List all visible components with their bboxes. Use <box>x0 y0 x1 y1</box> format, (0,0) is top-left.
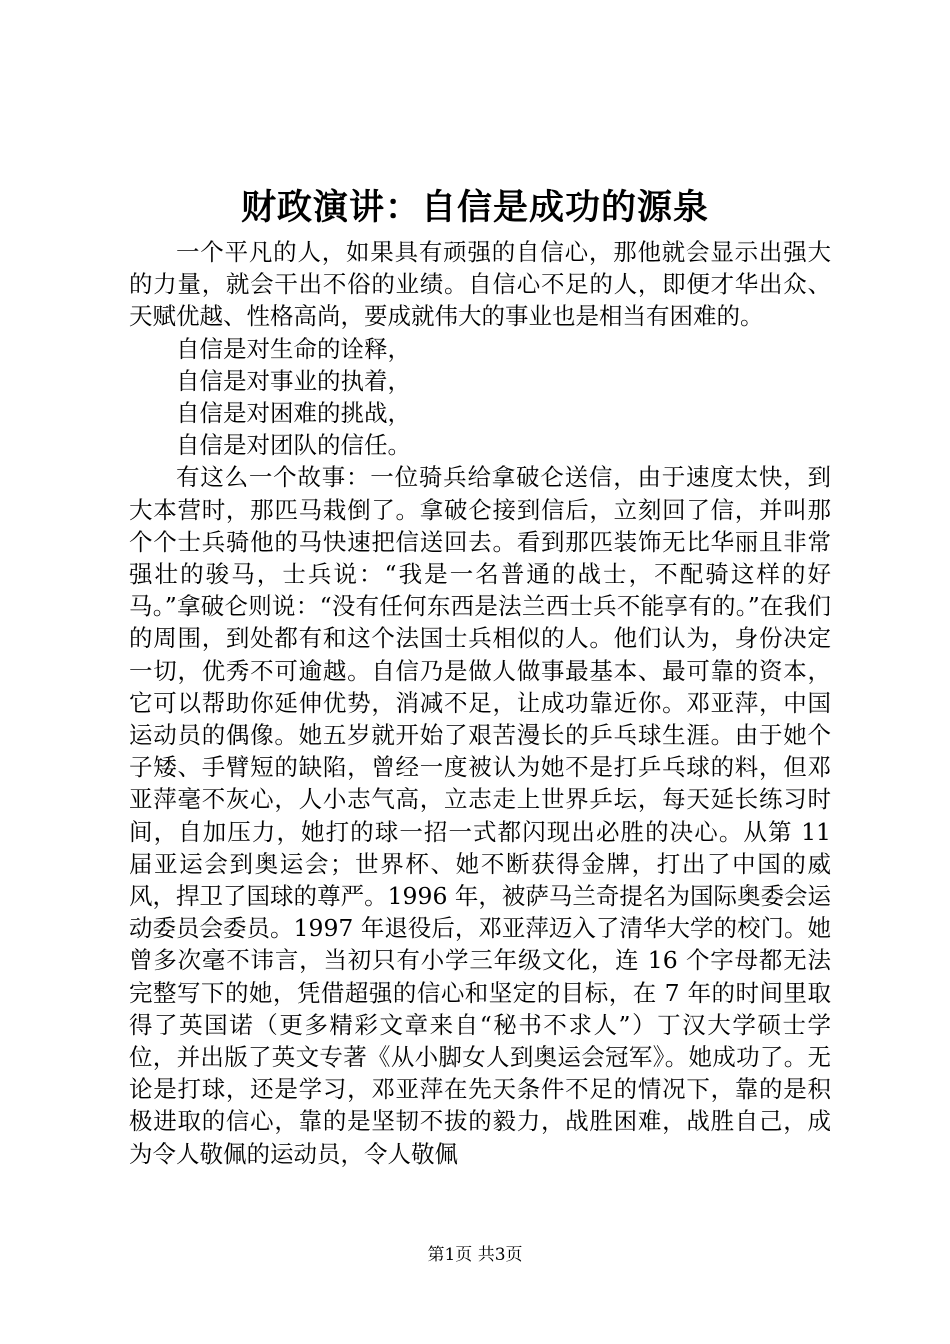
paragraph-story: 有这么一个故事：一位骑兵给拿破仑送信，由于速度太快，到大本营时，那匹马栽倒了。拿破仑接到信后，立刻回了信，并叫那个个士兵骑他的马快速把信送回去。看到那匹装饰无比华丽且非常强壮的骏马，士兵说：“我是一名普通的战士，不配骑这样的好马。”拿破仑则说：“没有任何东西是法兰西士兵不能享有的。”在我们的周围，到处都有和这个法国士兵相似的人。他们认为，身份决定一切，优秀不可逾越。自信乃是做人做事最基本、最可靠的资本，它可以帮助你延伸优势，消减不足，让成功靠近你。邓亚萍，中国运动员的偶像。她五岁就开始了艰苦漫长的乒乓球生涯。由于她个子矮、手臂短的缺陷，曾经一度被认为她不是打乒乓球的料，但邓亚萍毫不灰心，人小志气高，立志走上世界乒坛，每天延长练习时间，自加压力，她打的球一招一式都闪现出必胜的决心。从第 11 届亚运会到奥运会；世界杯、她不断获得金牌，打出了中国的威风，捍卫了国球的尊严。1996 年，被萨马兰奇提名为国际奥委会运动委员会委员。1997 年退役后，邓亚萍迈入了清华大学的校门。她曾多次毫不讳言，当初只有小学三年级文化，连 16 个字母都无法完整写下的她，凭借超强的信心和坚定的目标，在 7 年的时间里取得了英国诺（更多精彩文章来自“秘书不求人”）丁汉大学硕士学位，并出版了英文专著《从小脚女人到奥运会冠军》。她成功了。无论是打球，还是学习，邓亚萍在先天条件不足的情况下，靠的是积极进取的信心，靠的是坚韧不拔的毅力，战胜困难，战胜自己，成为令人敬佩的运动员，令人敬佩 <box>129 463 831 1168</box>
paragraph-intro: 一个平凡的人，如果具有顽强的自信心，那他就会显示出强大的力量，就会干出不俗的业绩。自信心不足的人，即便才华出众、天赋优越、性格高尚，要成就伟大的事业也是相当有困难的。 <box>129 238 831 331</box>
paragraph-line-3: 自信是对困难的挑战， <box>176 399 411 428</box>
page-footer: 第1页 共3页 <box>427 1245 523 1265</box>
paragraph-line-1: 自信是对生命的诠释， <box>176 334 411 363</box>
document-body <box>129 236 831 1170</box>
document-title: 财政演讲：自信是成功的源泉 <box>240 187 709 228</box>
paragraph-line-4: 自信是对团队的信任。 <box>176 431 411 460</box>
paragraph-line-2: 自信是对事业的执着， <box>176 366 411 395</box>
